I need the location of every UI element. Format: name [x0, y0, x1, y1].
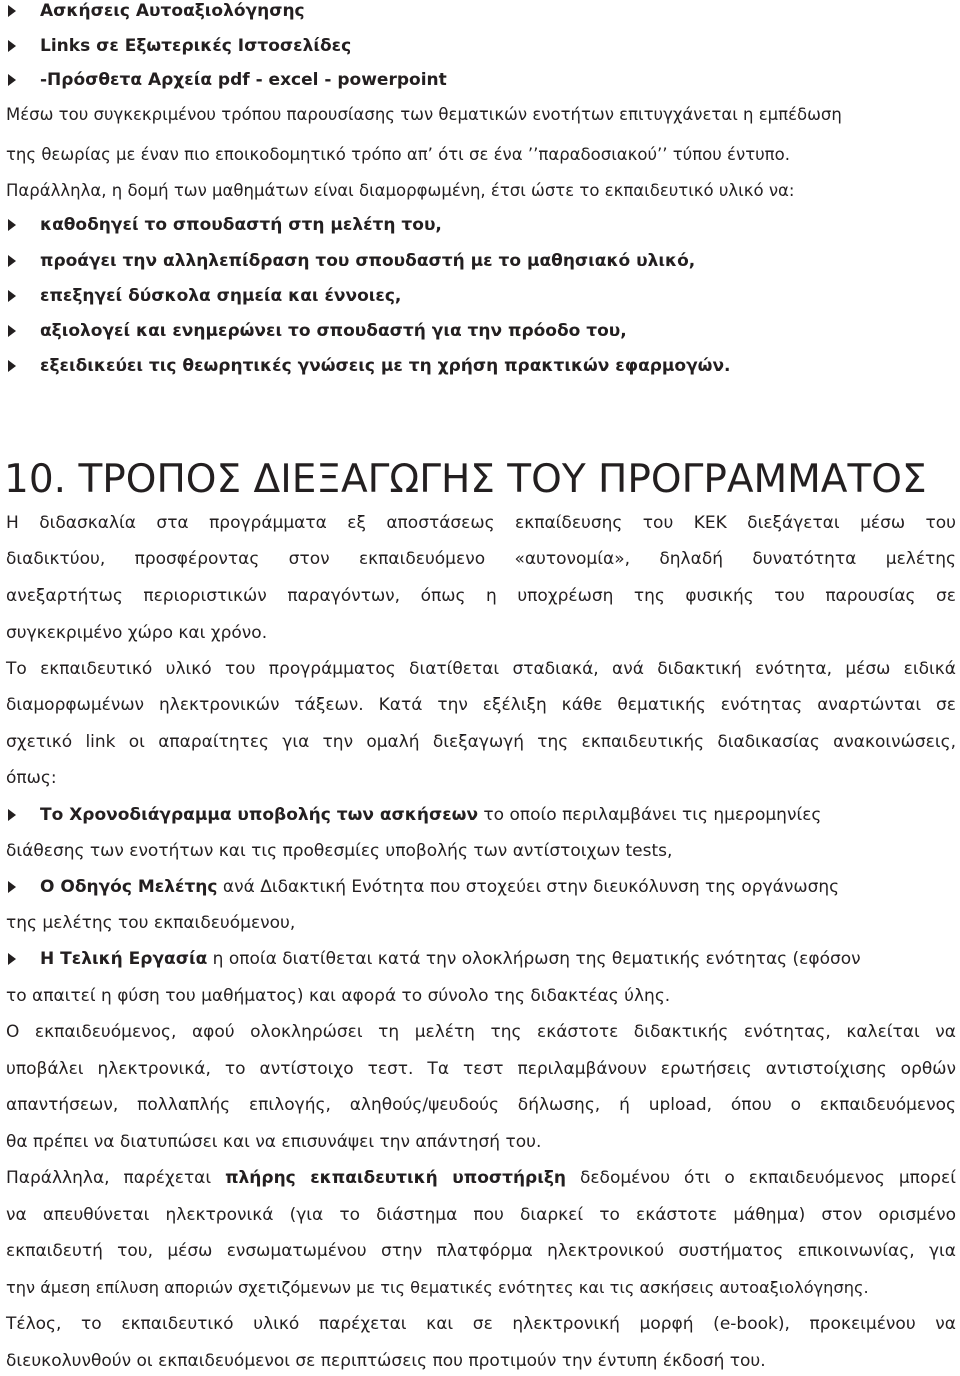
paragraph-line: Το εκπαιδευτικό υλικό του προγράμματος διατίθεται σταδιακά, ανά διδακτική ενότητα, μέσω ειδικά	[6, 659, 956, 679]
bullet-triangle-icon	[8, 325, 16, 337]
intro-line: της θεωρίας με έναν πιο εποικοδομητικό τρόπο απ’ ότι σε ένα ’’παραδοσιακού’’ τύπου έντυπο.	[6, 145, 790, 164]
section-title: ΤΡΟΠΟΣ ΔΙΕΞΑΓΩΓΗΣ ΤΟΥ ΠΡΟΓΡΑΜΜΑΤΟΣ	[78, 457, 927, 502]
bullet-item: Ασκήσεις Αυτοαξιολόγησης	[40, 1, 305, 21]
paragraph-line: διαμορφωμένων ηλεκτρονικών τάξεων. Κατά την εξέλιξη κάθε θεματικής ενότητας αναρτώνται σε	[6, 695, 956, 715]
paragraph-line: ανεξαρτήτως περιοριστικών παραγόντων, όπως η υποχρέωση της φυσικής του παρουσίας σε	[6, 586, 956, 606]
link-item-continuation: της μελέτης του εκπαιδευόμενου,	[6, 913, 296, 933]
paragraph-line: σχετικό link οι απαραίτητες για την ομαλή διεξαγωγή της εκπαιδευτικής διαδικασίας ανακοινώσεις,	[6, 732, 956, 752]
intro-line: Μέσω του συγκεκριμένου τρόπου παρουσίασης των θεματικών ενοτήτων επιτυγχάνεται η εμπέδωση	[6, 105, 842, 124]
paragraph-line: Ο εκπαιδευόμενος, αφού ολοκληρώσει τη μελέτη της εκάστοτε διδακτικής ενότητας, καλείται να	[6, 1022, 956, 1042]
bullet-item: εξειδικεύει τις θεωρητικές γνώσεις με τη χρήση πρακτικών εφαρμογών.	[40, 356, 731, 376]
bullet-triangle-icon	[8, 5, 16, 17]
section-heading	[4, 458, 927, 502]
paragraph-line: Τέλος, το εκπαιδευτικό υλικό παρέχεται και σε ηλεκτρονική μορφή (e-book), προκειμένου να	[6, 1314, 956, 1334]
paragraph-line: Παράλληλα, παρέχεται πλήρης εκπαιδευτική υποστήριξη δεδομένου ότι ο εκπαιδευόμενος μπορεί	[6, 1168, 956, 1188]
link-item	[40, 804, 956, 828]
link-item-text: το οποίο περιλαμβάνει τις ημερομηνίες	[478, 805, 822, 825]
bullet-triangle-icon	[8, 40, 16, 52]
link-item-continuation: το απαιτεί η φύση του μαθήματος) και αφορά το σύνολο της διδακτέας ύλης.	[6, 986, 671, 1006]
bullet-triangle-icon	[8, 74, 16, 86]
paragraph-line: όπως:	[6, 768, 57, 788]
paragraph-line: υποβάλει ηλεκτρονικά, το αντίστοιχο τεστ. Τα τεστ περιλαμβάνουν ερωτήσεις αντιστοίχισης ορθών	[6, 1059, 956, 1079]
bullet-triangle-icon	[8, 809, 16, 821]
paragraph-line: να απευθύνεται ηλεκτρονικά (για το διάστημα που διαρκεί το εκάστοτε μάθημα) στον ορισμένο	[6, 1205, 956, 1225]
paragraph-line: την άμεση επίλυση αποριών σχετιζόμενων με τις θεματικές ενότητες και τις ασκήσεις αυτοαξιολόγησης.	[6, 1278, 869, 1297]
bullet-triangle-icon	[8, 360, 16, 372]
link-item-continuation: διάθεσης των ενοτήτων και τις προθεσμίες υποβολής των αντίστοιχων tests,	[6, 841, 673, 861]
paragraph-line: Η διδασκαλία στα προγράμματα εξ αποστάσεως εκπαίδευσης του ΚΕΚ διεξάγεται μέσω του	[6, 513, 956, 533]
bullet-triangle-icon	[8, 953, 16, 965]
paragraph-line: θα πρέπει να διατυπώσει και να επισυνάψει την απάντησή του.	[6, 1132, 542, 1152]
bullet-item: -Πρόσθετα Αρχεία pdf - excel - powerpoint	[40, 70, 447, 90]
paragraph-line: απαντήσεων, πολλαπλής επιλογής, αληθούς/ψευδούς δήλωσης, ή upload, όπου ο εκπαιδευόμενος	[6, 1095, 956, 1115]
paragraph-line: διαδικτύου, προσφέροντας στον εκπαιδευόμενο «αυτονομία», δηλαδή δυνατότητα μελέτης	[6, 549, 956, 569]
intro-line: Παράλληλα, η δομή των μαθημάτων είναι διαμορφωμένη, έτσι ώστε το εκπαιδευτικό υλικό να:	[6, 181, 795, 200]
bullet-triangle-icon	[8, 219, 16, 231]
paragraph-line: διευκολυνθούν οι εκπαιδευόμενοι σε περιπτώσεις που προτιμούν την έντυπη έκδοσή του.	[6, 1351, 766, 1371]
bullet-triangle-icon	[8, 255, 16, 267]
link-item-text: ανά Διδακτική Ενότητα που στοχεύει στην διευκόλυνση της οργάνωσης	[217, 877, 840, 897]
section-number: 10.	[4, 457, 67, 502]
link-item-text: η οποία διατίθεται κατά την ολοκλήρωση της θεματικής ενότητας (εφόσον	[207, 949, 861, 969]
bullet-item: καθοδηγεί το σπουδαστή στη μελέτη του,	[40, 215, 442, 235]
bullet-item: επεξηγεί δύσκολα σημεία και έννοιες,	[40, 286, 402, 306]
bullet-triangle-icon	[8, 290, 16, 302]
bullet-triangle-icon	[8, 881, 16, 893]
link-item-title: Η Τελική Εργασία	[40, 949, 208, 969]
link-item	[40, 948, 956, 972]
emphasis-text: πλήρης εκπαιδευτική υποστήριξη	[225, 1168, 566, 1188]
paragraph-line: συγκεκριμένο χώρο και χρόνο.	[6, 623, 268, 643]
link-item-title: Το Χρονοδιάγραμμα υποβολής των ασκήσεων	[40, 805, 479, 825]
link-item	[40, 876, 956, 900]
link-item-title: Ο Οδηγός Μελέτης	[40, 877, 218, 897]
bullet-item: Links σε Εξωτερικές Ιστοσελίδες	[40, 36, 352, 56]
bullet-item: προάγει την αλληλεπίδραση του σπουδαστή με το μαθησιακό υλικό,	[40, 251, 696, 271]
bullet-item: αξιολογεί και ενημερώνει το σπουδαστή για την πρόοδο του,	[40, 321, 627, 341]
paragraph-line: εκπαιδευτή του, μέσω ενσωματωμένου στην πλατφόρμα ηλεκτρονικού συστήματος επικοινωνίας, για	[6, 1241, 956, 1261]
